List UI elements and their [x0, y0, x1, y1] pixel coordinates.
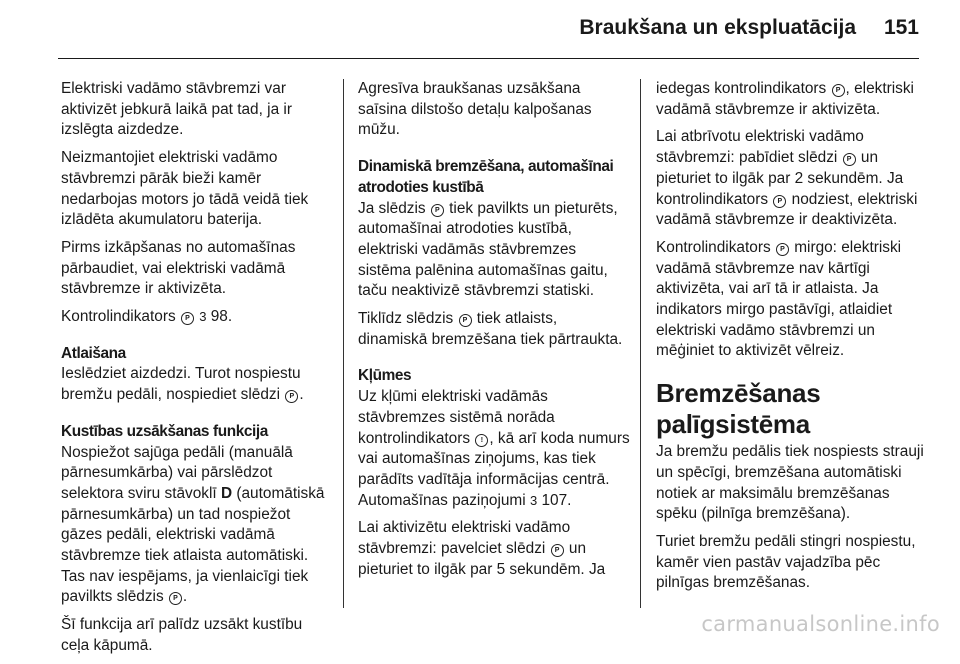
parking-brake-icon: P — [169, 592, 182, 605]
paragraph — [358, 309, 630, 350]
parking-brake-icon: P — [181, 312, 194, 325]
text-span: Ja slēdzis — [358, 199, 426, 217]
column-divider — [343, 79, 344, 608]
section-heading-brake-assist: Bremzēšanas palīgsistēma — [656, 378, 821, 440]
text-span: . — [299, 386, 304, 404]
section-heading-drive-away: Kustības uzsākšanas funkcija — [61, 422, 268, 440]
header-rule — [58, 58, 919, 59]
column-1 — [61, 79, 333, 664]
text-span: mirgo: elektriski vadāmā stāvbremze nav kārtīgi aktivizēta, vai arī tā ir atlaista. Ja indikators mirgo pastāvīgi, atlaidiet elektriski vadāmo stāvbremzi un mēģiniet to aktivizēt vēlreiz. — [656, 238, 902, 360]
page-reference[interactable]: 107. — [541, 491, 572, 509]
text-span: tiek atlaists, dinamiskā bremzēšana tiek pārtraukta. — [358, 310, 623, 348]
paragraph — [656, 79, 928, 120]
paragraph — [61, 307, 333, 328]
paragraph — [358, 518, 630, 580]
page-reference-icon[interactable]: 3 — [199, 309, 207, 325]
page-reference-icon[interactable]: 3 — [529, 492, 538, 508]
text-span: nodziest, elektriski vadāmā stāvbremze ir deaktivizēta. — [656, 190, 918, 229]
page-header — [0, 0, 960, 58]
gear-position-d: D — [220, 484, 233, 502]
paragraph — [656, 127, 928, 231]
page-reference[interactable]: 98. — [210, 308, 233, 326]
column-divider — [640, 79, 641, 608]
text-span: un pieturiet to ilgāk par 2 sekundēm. Ja kontrolindikators — [656, 149, 904, 208]
paragraph: Šī funkcija arī palīdz uzsākt kustību ceļa kāpumā. — [61, 616, 303, 654]
text-span: Lai aktivizētu elektriski vadāmo stāvbremzi: pavelciet slēdzi — [358, 519, 571, 558]
page-title: Braukšana un ekspluatācija — [579, 16, 856, 39]
text-span: iedegas kontrolindikators — [656, 80, 827, 97]
parking-brake-icon: P — [551, 544, 564, 557]
text-span: Kontrolindikators — [656, 238, 771, 256]
watermark: carmanualsonline.info — [701, 612, 940, 636]
parking-brake-icon: P — [843, 153, 856, 166]
parking-brake-icon: P — [459, 314, 472, 327]
paragraph — [358, 199, 630, 303]
text-span: Kontrolindikators — [61, 308, 176, 326]
column-2 — [358, 79, 630, 587]
text-span: Lai atbrīvotu elektriski vadāmo stāvbremzi: pabīdiet slēdzi — [656, 128, 864, 167]
text-span: Tiklīdz slēdzis — [358, 310, 454, 328]
parking-brake-icon: P — [773, 195, 786, 208]
column-3 — [656, 79, 928, 601]
paragraph — [61, 364, 333, 405]
text-span: , kā arī koda numurs vai automašīnas ziņojums, kas tiek parādīts vadītāja informācijas centrā. Automašīnas paziņojumi — [358, 429, 630, 509]
parking-brake-icon: P — [431, 204, 444, 217]
section-heading-dynamic-braking: Dinamiskā bremzēšana, automašīnai atrodoties kustībā — [358, 158, 614, 196]
parking-brake-icon: P — [776, 243, 789, 256]
parking-brake-icon: P — [285, 390, 298, 403]
text-span: , elektriski vadāmā stāvbremze ir aktivizēta. — [656, 80, 914, 118]
section-heading-release: Atlaišana — [61, 344, 126, 362]
paragraph — [358, 387, 630, 511]
text-span: Nospiežot sajūga pedāli (manuālā pārnesumkārba) vai pārslēdzot selektora sviru stāvoklī — [61, 443, 293, 502]
paragraph: Agresīva braukšanas uzsākšana saīsina dilstošo detaļu kalpošanas mūžu. — [358, 80, 592, 139]
text-span: Ieslēdziet aizdedzi. Turot nospiestu bremžu pedāli, nospiediet slēdzi — [61, 365, 301, 404]
paragraph: Neizmantojiet elektriski vadāmo stāvbremzi pārāk bieži kamēr nedarbojas motors jo tādā veidā tiek izlādēta akumulatoru baterija. — [61, 149, 309, 229]
text-span: un pieturiet to ilgāk par 5 sekundēm. Ja — [358, 540, 606, 578]
paragraph — [61, 443, 333, 609]
text-span: (automātiskā pārnesumkārba) un tad nospiežot gāzes pedāli, elektriski vadāmā stāvbremze tiek atlaista automātiski. Tas nav iespējams, ja vienlaicīgi tiek pavilkts slēdzis — [61, 484, 325, 606]
text-span: Uz kļūmi elektriski vadāmās stāvbremzes sistēmā norāda kontrolindikators — [358, 388, 555, 447]
parking-brake-icon: P — [832, 84, 845, 97]
paragraph: Elektriski vadāmo stāvbremzi var aktivizēt jebkurā laikā pat tad, ja ir izslēgta aizdedze. — [61, 80, 292, 139]
section-heading-faults: Kļūmes — [358, 367, 412, 385]
warning-icon: ! — [475, 434, 488, 447]
paragraph: Turiet bremžu pedāli stingri nospiestu, kamēr vien pastāv vajadzība pēc pilnīgas bremzēšanas. — [656, 532, 916, 592]
page-number: 151 — [883, 16, 919, 39]
text-span: . — [182, 588, 188, 606]
paragraph — [656, 238, 928, 362]
text-span: tiek pavilkts un pieturēts, automašīnai atrodoties kustībā, elektriski vadāmās stāvbremzes sistēma palēnina automašīnas gaitu, taču neaktivizē stāvbremzi statiski. — [358, 199, 618, 300]
paragraph: Pirms izkāpšanas no automašīnas pārbaudiet, vai elektriski vadāmā stāvbremze ir aktivizēta. — [61, 238, 296, 298]
paragraph: Ja bremžu pedālis tiek nospiests strauji un spēcīgi, bremzēšana automātiski notiek ar maksimālu bremzēšanas spēku (pilnīga bremzēšana). — [656, 443, 924, 523]
